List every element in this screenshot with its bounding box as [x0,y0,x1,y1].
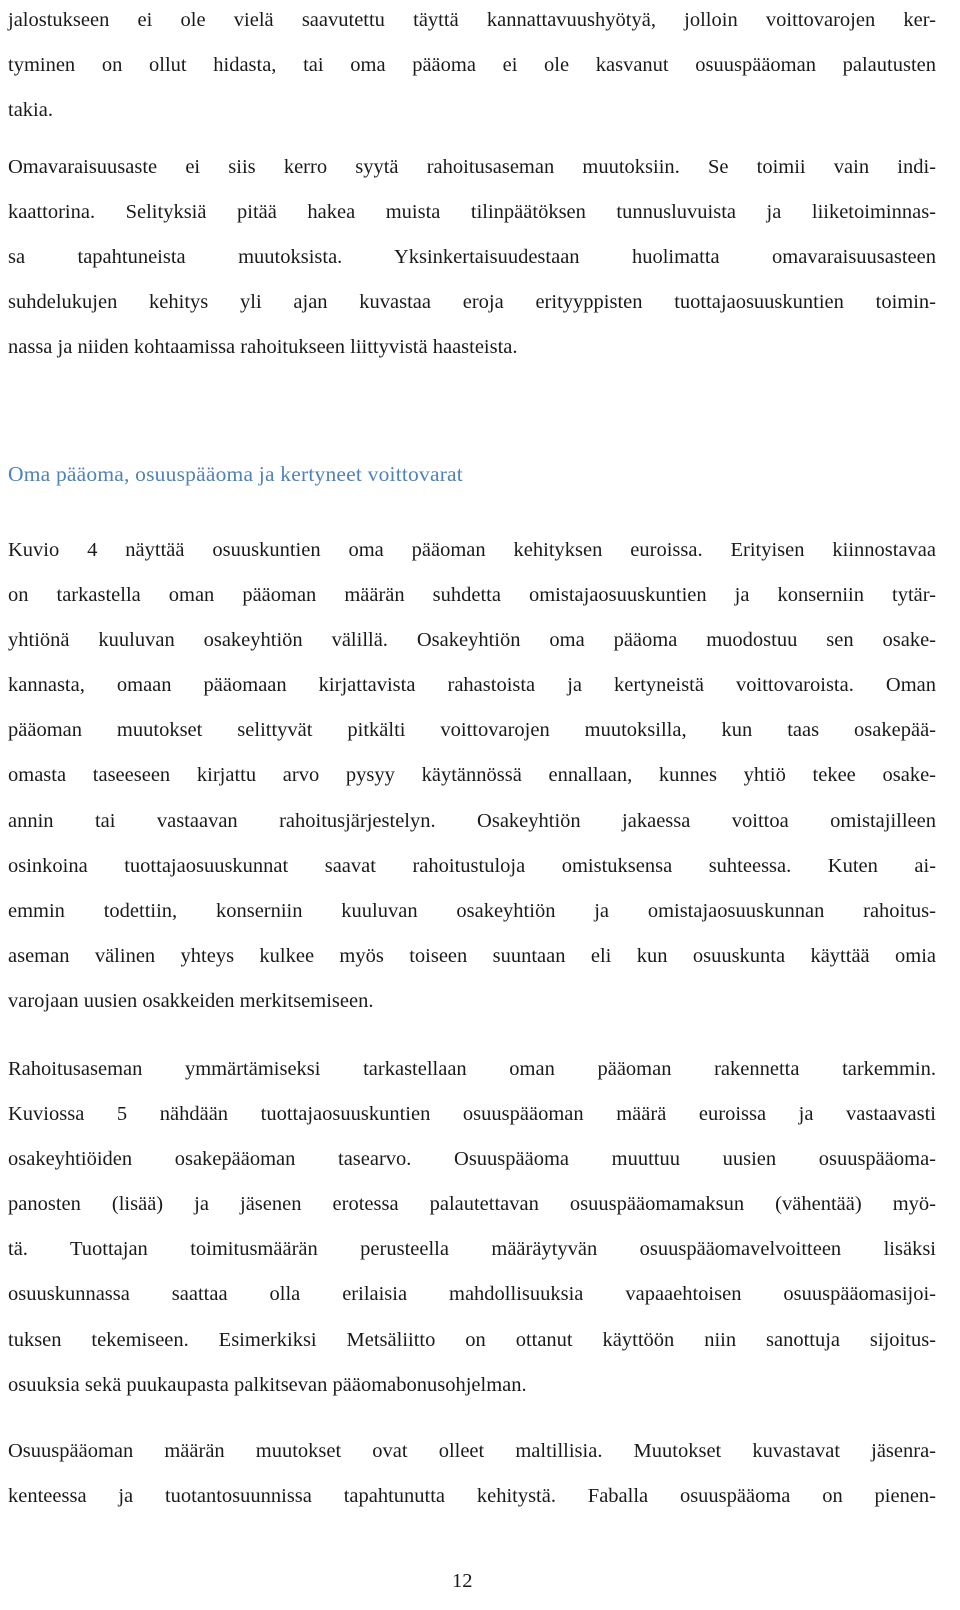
text-line: kannasta, omaan pääomaan kirjattavista rahastoista ja kertyneistä voittovaroista. Oman [8,674,936,697]
text-line: omasta taseeseen kirjattu arvo pysyy käytännössä ennallaan, kunnes yhtiö tekee osake- [8,764,936,787]
text-line: tyminen on ollut hidasta, tai oma pääoma ei ole kasvanut osuuspääoman palautusten [8,54,936,77]
text-line: Osuuspääoman määrän muutokset ovat olleet maltillisia. Muutokset kuvastavat jäsenra- [8,1440,936,1462]
text-line: on tarkastella oman pääoman määrän suhdetta omistajaosuuskuntien ja konserniin tytär- [8,584,936,607]
text-line: Kuvio 4 näyttää osuuskuntien oma pääoman kehityksen euroissa. Erityisen kiinnostavaa [8,539,936,561]
text-line: jalostukseen ei ole vielä saavutettu täyttä kannattavuushyötyä, jolloin voittovarojen ker- [8,9,936,31]
paragraph-continuation [8,0,936,133]
text-line: yhtiönä kuuluvan osakeyhtiön välillä. Osakeyhtiön oma pääoma muodostuu sen osake- [8,629,936,652]
text-line: nassa ja niiden kohtaamissa rahoitukseen liittyvistä haasteista. [8,336,518,359]
text-line: osuuskunnassa saattaa olla erilaisia mahdollisuuksia vapaaehtoisen osuuspääomasijoi- [8,1283,936,1306]
paragraph-rahoitusasema [8,1047,936,1408]
text-line: sa tapahtuneista muutoksista. Yksinkertaisuudestaan huolimatta omavaraisuusasteen [8,246,936,269]
text-line: osakeyhtiöiden osakepääoman tasearvo. Osuuspääoma muuttuu uusien osuuspääoma- [8,1148,936,1171]
paragraph-omavaraisuus [8,145,936,370]
text-line: annin tai vastaavan rahoitusjärjestelyn. Osakeyhtiön jakaessa voittoa omistajilleen [8,809,936,832]
text-line: kenteessa ja tuotantosuunnissa tapahtunutta kehitystä. Faballa osuuspääoma on pienen- [8,1485,936,1508]
text-line: kaattorina. Selityksiä pitää hakea muista tilinpäätöksen tunnusluvuista ja liiketoiminnas- [8,201,936,224]
text-line: suhdelukujen kehitys yli ajan kuvastaa eroja erityyppisten tuottajaosuuskuntien toimin- [8,291,936,314]
paragraph-osuuspaaoma [8,1429,936,1519]
text-line: osinkoina tuottajaosuuskunnat saavat rahoitustuloja omistuksensa suhteessa. Kuten ai- [8,854,936,877]
text-line: tuksen tekemiseen. Esimerkiksi Metsäliitto on ottanut käyttöön niin sanottuja sijoitus- [8,1328,936,1351]
page-number: 12 [452,1570,473,1592]
paragraph-kuvio4 [8,528,936,1024]
text-line: Kuviossa 5 nähdään tuottajaosuuskuntien osuuspääoman määrä euroissa ja vastaavasti [8,1103,936,1126]
text-line: tä. Tuottajan toimitusmäärän perusteella määräytyvän osuuspääomavelvoitteen lisäksi [8,1238,936,1261]
text-line: emmin todettiin, konserniin kuuluvan osakeyhtiön ja omistajaosuuskunnan rahoitus- [8,899,936,922]
text-line: varojaan uusien osakkeiden merkitsemiseen. [8,989,374,1012]
text-line: takia. [8,99,53,122]
text-line: osuuksia sekä puukaupasta palkitsevan pääomabonusohjelman. [8,1373,527,1396]
text-line: aseman välinen yhteys kulkee myös toiseen suuntaan eli kun osuuskunta käyttää omia [8,944,936,967]
text-line: pääoman muutokset selittyvät pitkälti voittovarojen muutoksilla, kun taas osakepää- [8,719,936,742]
text-line: Omavaraisuusaste ei siis kerro syytä rahoitusaseman muutoksiin. Se toimii vain indi- [8,156,936,178]
text-line: panosten (lisää) ja jäsenen erotessa palautettavan osuuspääomamaksun (vähentää) myö- [8,1193,936,1216]
text-line: Rahoitusaseman ymmärtämiseksi tarkastellaan oman pääoman rakennetta tarkemmin. [8,1058,936,1080]
section-heading: Oma pääoma, osuuspääoma ja kertyneet voittovarat [8,462,463,486]
